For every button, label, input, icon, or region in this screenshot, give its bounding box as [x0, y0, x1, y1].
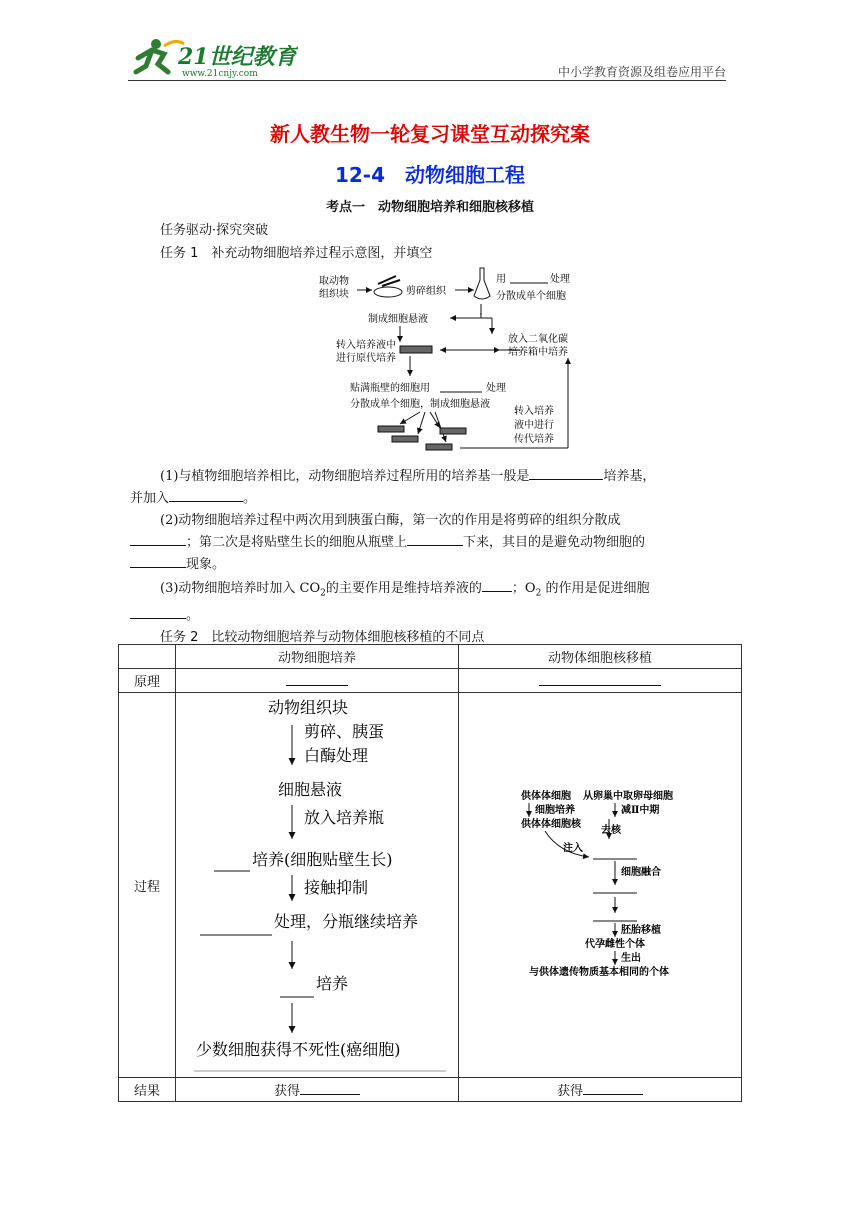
culture-process-diagram [300, 262, 600, 454]
svg-text:培养: 培养 [316, 974, 349, 993]
transfer-flow-cell [459, 693, 742, 1078]
question-3: (3)动物细胞培养时加入 $CO_2$的主要作用是维持培养液的 ；$O_2$ 的作用是促进细胞 。 [130, 578, 730, 627]
diag-disperse: 分散成单个细胞 [496, 291, 566, 302]
transfer-flowchart [459, 693, 741, 1077]
svg-text:生出: 生出 [621, 953, 641, 964]
diag-suspension: 制成细胞悬液 [368, 314, 428, 325]
svg-text:处理: 处理 [550, 274, 570, 285]
dish-icon [374, 276, 402, 297]
svg-text:减Ⅱ中期: 减Ⅱ中期 [621, 805, 660, 816]
task1-title: 任务 1 补充动物细胞培养过程示意图，并填空 [160, 246, 433, 261]
answer-blank [300, 1082, 360, 1095]
row-process: 过程 [119, 693, 176, 1078]
svg-text:动物组织块: 动物组织块 [268, 698, 349, 717]
answer-blank [130, 567, 186, 568]
svg-text:处理，分瓶继续培养: 处理，分瓶继续培养 [274, 912, 419, 931]
diag-wall: 贴满瓶壁的细胞用 [350, 383, 430, 394]
svg-text:液中进行: 液中进行 [514, 420, 554, 431]
logo-text: 21世纪教育 [178, 44, 297, 70]
svg-text:培养箱中培养: 培养箱中培养 [508, 347, 568, 358]
svg-text:用: 用 [496, 274, 506, 285]
answer-blank [583, 1082, 643, 1095]
answer-blank [169, 501, 243, 502]
svg-text:放入培养瓶: 放入培养瓶 [304, 808, 385, 827]
site-name: 中小学教育资源及组卷应用平台 [557, 65, 726, 79]
svg-text:去核: 去核 [601, 825, 621, 836]
section-title: 12-4 动物细胞工程 [334, 163, 526, 187]
svg-text:接触抑制: 接触抑制 [304, 878, 369, 897]
svg-text:胚胎移植: 胚胎移植 [621, 925, 661, 936]
site-logo [128, 36, 298, 80]
diag-co2: 放入二氧化碳 [508, 334, 568, 345]
answer-blank [286, 672, 348, 686]
point-title: 考点一 动物细胞培养和细胞核移植 [325, 200, 534, 215]
question-1: (1)与植物细胞培养相比，动物细胞培养过程所用的培养基一般是 培养基， 并加入 。 [130, 469, 656, 506]
svg-text:细胞培养: 细胞培养 [535, 805, 575, 816]
diag-wall-disperse: 分散成单个细胞，制成细胞悬液 [350, 399, 490, 410]
flask-icon [474, 268, 490, 299]
svg-text:供体体细胞: 供体体细胞 [521, 791, 571, 802]
svg-text:组织块: 组织块 [319, 289, 349, 300]
task-drive-label: 任务驱动·探究突破 [160, 223, 269, 238]
svg-text:与供体遗传物质基本相同的个体: 与供体遗传物质基本相同的个体 [529, 967, 669, 978]
svg-text:细胞悬液: 细胞悬液 [278, 780, 343, 799]
answer-blank [539, 672, 661, 686]
row-result: 结果 [119, 1078, 176, 1102]
comparison-table: 动物细胞培养 动物体细胞核移植 原理 过程 动物组织块 剪碎、胰蛋 白酶处理 细胞悬液 放入培养瓶 培养(细胞贴壁生长) 接触抑制 处理，分瓶继续培养 培养 少数细胞获得不死性(癌细胞) 供体体细胞 从卵巢中取卵母细胞 细胞培养 减Ⅱ中期 供体体细胞核 去核 注入 细胞融合 胚胎移植 代孕雌性个体 生出 与供体遗传物质基本相同的个体 结果 获得 获得 [118, 644, 742, 1102]
row-principle: 原理 [119, 669, 176, 693]
svg-text:从卵巢中取卵母细胞: 从卵巢中取卵母细胞 [583, 791, 673, 802]
svg-text:供体体细胞核: 供体体细胞核 [521, 819, 581, 830]
svg-text:传代培养: 传代培养 [514, 434, 554, 445]
diag-cut: 剪碎组织 [406, 286, 446, 297]
answer-blank [407, 545, 463, 546]
svg-text:细胞融合: 细胞融合 [621, 867, 661, 878]
svg-text:白酶处理: 白酶处理 [304, 746, 369, 765]
culture-flowchart [176, 693, 458, 1077]
col-culture: 动物细胞培养 [176, 645, 459, 669]
task2-title: 任务 2 比较动物细胞培养与动物体细胞核移植的不同点 [160, 630, 485, 645]
answer-blank [130, 545, 186, 546]
svg-text:剪碎、胰蛋: 剪碎、胰蛋 [304, 722, 385, 741]
runner-icon [136, 39, 184, 72]
culture-flow-cell [176, 693, 459, 1078]
logo-url: www.21cnjy.com [182, 69, 258, 79]
answer-blank [529, 479, 603, 480]
main-title: 新人教生物一轮复习课堂互动探究案 [270, 122, 590, 146]
diag-primary: 转入培养液中 [336, 340, 396, 351]
answer-blank [130, 618, 186, 619]
header-divider [128, 80, 726, 81]
diag-subculture: 转入培养 [514, 406, 554, 417]
svg-text:注入: 注入 [563, 843, 583, 854]
svg-text:代孕雌性个体: 代孕雌性个体 [585, 939, 645, 950]
question-2: (2)动物细胞培养过程中两次用到胰蛋白酶，第一次的作用是将剪碎的组织分散成 ；第二次是将贴壁生长的细胞从瓶壁上 下来，其目的是避免动物细胞的 现象。 [130, 510, 730, 576]
svg-text:处理: 处理 [486, 383, 506, 394]
svg-text:培养(细胞贴壁生长): 培养(细胞贴壁生长) [252, 850, 393, 869]
svg-text:少数细胞获得不死性(癌细胞): 少数细胞获得不死性(癌细胞) [196, 1040, 401, 1059]
answer-blank [482, 591, 512, 592]
svg-text:进行原代培养: 进行原代培养 [336, 353, 396, 364]
col-transfer: 动物体细胞核移植 [459, 645, 742, 669]
diag-take-tissue: 取动物 [319, 276, 349, 287]
